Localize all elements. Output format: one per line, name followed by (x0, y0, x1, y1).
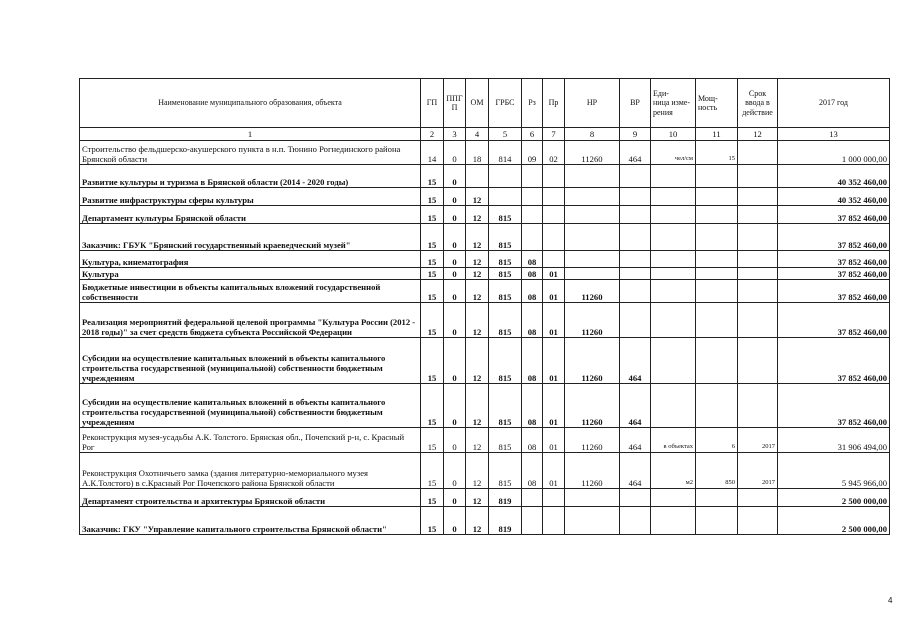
header-row (80, 79, 890, 128)
cell-ppgp: 0 (444, 453, 466, 489)
cell-ppgp: 0 (444, 384, 466, 428)
cell-unit (651, 303, 696, 338)
cell-rz: 08 (522, 428, 543, 453)
table-row (80, 453, 890, 489)
cell-vr (620, 507, 651, 535)
cell-term (738, 507, 778, 535)
table-row (80, 141, 890, 165)
cell-nr: 11260 (565, 453, 620, 489)
cell-nr (565, 224, 620, 251)
cell-grbs: 815 (489, 338, 522, 384)
cell-gp: 15 (421, 428, 444, 453)
cell-gp: 15 (421, 188, 444, 206)
cell-term (738, 165, 778, 188)
cell-term (738, 141, 778, 165)
cell-amount: 2 500 000,00 (778, 489, 890, 507)
cell-om: 12 (466, 268, 489, 280)
cell-pr (543, 188, 565, 206)
cell-term (738, 206, 778, 224)
cell-term: 2017 (738, 453, 778, 489)
cell-om: 12 (466, 507, 489, 535)
cell-ppgp: 0 (444, 141, 466, 165)
header-year: 2017 год (778, 79, 890, 128)
cell-om (466, 165, 489, 188)
cell-rz: 08 (522, 280, 543, 303)
cell-name: Развитие инфраструктуры сферы культуры (80, 188, 421, 206)
cell-nr: 11260 (565, 303, 620, 338)
cell-power (696, 489, 738, 507)
cell-term (738, 384, 778, 428)
column-number: 10 (651, 128, 696, 141)
cell-grbs: 815 (489, 384, 522, 428)
cell-rz: 08 (522, 303, 543, 338)
cell-pr (543, 507, 565, 535)
cell-om: 18 (466, 141, 489, 165)
cell-nr: 11260 (565, 428, 620, 453)
cell-vr (620, 251, 651, 268)
cell-pr: 01 (543, 303, 565, 338)
cell-term (738, 489, 778, 507)
cell-grbs: 814 (489, 141, 522, 165)
cell-nr (565, 489, 620, 507)
cell-nr (565, 206, 620, 224)
cell-name: Бюджетные инвестиции в объекты капитальных вложений государственной собственности (80, 280, 421, 303)
cell-unit (651, 224, 696, 251)
cell-power (696, 268, 738, 280)
cell-grbs (489, 188, 522, 206)
cell-gp: 15 (421, 507, 444, 535)
table-row (80, 251, 890, 268)
cell-name: Культура, кинематография (80, 251, 421, 268)
cell-vr: 464 (620, 141, 651, 165)
cell-amount: 37 852 460,00 (778, 303, 890, 338)
cell-om: 12 (466, 489, 489, 507)
table-row (80, 268, 890, 280)
cell-nr (565, 165, 620, 188)
cell-power (696, 251, 738, 268)
cell-term (738, 224, 778, 251)
cell-om: 12 (466, 251, 489, 268)
cell-ppgp: 0 (444, 489, 466, 507)
cell-term (738, 338, 778, 384)
cell-gp: 15 (421, 384, 444, 428)
cell-unit (651, 251, 696, 268)
cell-pr: 01 (543, 384, 565, 428)
column-number: 3 (444, 128, 466, 141)
cell-amount: 5 945 966,00 (778, 453, 890, 489)
cell-amount: 37 852 460,00 (778, 251, 890, 268)
cell-gp: 15 (421, 206, 444, 224)
cell-unit: чел/см (651, 141, 696, 165)
cell-unit (651, 280, 696, 303)
cell-gp: 15 (421, 453, 444, 489)
cell-power (696, 507, 738, 535)
cell-rz: 08 (522, 251, 543, 268)
cell-grbs: 815 (489, 224, 522, 251)
cell-vr (620, 165, 651, 188)
cell-nr (565, 268, 620, 280)
table-row (80, 489, 890, 507)
cell-term (738, 303, 778, 338)
cell-term (738, 251, 778, 268)
cell-name: Развитие культуры и туризма в Брянской области (2014 - 2020 годы) (80, 165, 421, 188)
cell-name: Реконструкция Охотничьего замка (здания литературно-мемориального музея А.К.Толстого) в с.Красный Рог Почепского района Брянской области (80, 453, 421, 489)
cell-gp: 15 (421, 224, 444, 251)
budget-table (79, 78, 890, 535)
cell-unit (651, 268, 696, 280)
cell-pr: 01 (543, 428, 565, 453)
header-om: ОМ (466, 79, 489, 128)
cell-amount: 40 352 460,00 (778, 165, 890, 188)
cell-power (696, 224, 738, 251)
cell-nr: 11260 (565, 141, 620, 165)
cell-amount: 37 852 460,00 (778, 268, 890, 280)
header-vr: ВР (620, 79, 651, 128)
cell-gp: 15 (421, 303, 444, 338)
header-unit: Еди- ница изме- рения (651, 79, 696, 128)
column-number: 12 (738, 128, 778, 141)
cell-term (738, 280, 778, 303)
table-row (80, 303, 890, 338)
cell-vr: 464 (620, 428, 651, 453)
cell-ppgp: 0 (444, 251, 466, 268)
cell-gp: 15 (421, 338, 444, 384)
cell-vr (620, 268, 651, 280)
cell-amount: 2 500 000,00 (778, 507, 890, 535)
cell-rz (522, 206, 543, 224)
column-number: 1 (80, 128, 421, 141)
cell-nr: 11260 (565, 280, 620, 303)
cell-term (738, 188, 778, 206)
column-number: 11 (696, 128, 738, 141)
cell-power: 6 (696, 428, 738, 453)
column-number: 2 (421, 128, 444, 141)
cell-ppgp: 0 (444, 206, 466, 224)
cell-rz: 08 (522, 268, 543, 280)
cell-gp: 15 (421, 268, 444, 280)
cell-grbs: 815 (489, 303, 522, 338)
cell-nr: 11260 (565, 338, 620, 384)
cell-name: Заказчик: ГКУ "Управление капитального строительства Брянской области" (80, 507, 421, 535)
cell-pr: 02 (543, 141, 565, 165)
cell-amount: 37 852 460,00 (778, 384, 890, 428)
cell-amount: 37 852 460,00 (778, 338, 890, 384)
cell-power (696, 165, 738, 188)
cell-amount: 40 352 460,00 (778, 188, 890, 206)
cell-name: Реконструкция музея-усадьбы А.К. Толстого. Брянская обл., Почепский р-н, с. Красный Рог (80, 428, 421, 453)
cell-unit (651, 165, 696, 188)
cell-rz (522, 224, 543, 251)
cell-name: Строительство фельдшерско-акушерского пункта в н.п. Тюнино Рогнединского района Брянской области (80, 141, 421, 165)
cell-om: 12 (466, 206, 489, 224)
cell-unit (651, 206, 696, 224)
cell-power (696, 338, 738, 384)
cell-name: Департамент культуры Брянской области (80, 206, 421, 224)
cell-gp: 14 (421, 141, 444, 165)
table-row (80, 507, 890, 535)
cell-om: 12 (466, 303, 489, 338)
cell-ppgp: 0 (444, 303, 466, 338)
cell-power: 15 (696, 141, 738, 165)
cell-ppgp: 0 (444, 428, 466, 453)
cell-ppgp: 0 (444, 338, 466, 384)
header-term: Срок ввода в действие (738, 79, 778, 128)
cell-nr: 11260 (565, 384, 620, 428)
cell-vr: 464 (620, 384, 651, 428)
cell-om: 12 (466, 384, 489, 428)
cell-vr: 464 (620, 338, 651, 384)
cell-rz (522, 188, 543, 206)
cell-vr (620, 280, 651, 303)
column-number: 9 (620, 128, 651, 141)
cell-unit: в объектах (651, 428, 696, 453)
cell-grbs: 815 (489, 206, 522, 224)
cell-ppgp: 0 (444, 507, 466, 535)
cell-grbs: 815 (489, 453, 522, 489)
column-number: 7 (543, 128, 565, 141)
cell-pr: 01 (543, 268, 565, 280)
cell-ppgp: 0 (444, 224, 466, 251)
table-row (80, 188, 890, 206)
cell-power (696, 280, 738, 303)
cell-pr (543, 224, 565, 251)
cell-amount: 1 000 000,00 (778, 141, 890, 165)
table-row (80, 224, 890, 251)
cell-power (696, 188, 738, 206)
cell-pr: 01 (543, 280, 565, 303)
table-row (80, 165, 890, 188)
header-power: Мощ- ность (696, 79, 738, 128)
header-ppgp: ППГ П (444, 79, 466, 128)
cell-om: 12 (466, 188, 489, 206)
cell-grbs: 815 (489, 280, 522, 303)
cell-pr (543, 165, 565, 188)
cell-rz: 08 (522, 384, 543, 428)
cell-amount: 31 906 494,00 (778, 428, 890, 453)
cell-grbs: 815 (489, 251, 522, 268)
cell-om: 12 (466, 280, 489, 303)
cell-ppgp: 0 (444, 268, 466, 280)
cell-om: 12 (466, 453, 489, 489)
cell-grbs (489, 165, 522, 188)
cell-grbs: 815 (489, 268, 522, 280)
table-row (80, 338, 890, 384)
page-number: 4 (888, 596, 893, 605)
column-number: 5 (489, 128, 522, 141)
cell-gp: 15 (421, 251, 444, 268)
cell-gp: 15 (421, 280, 444, 303)
cell-rz (522, 489, 543, 507)
column-number: 8 (565, 128, 620, 141)
cell-gp: 15 (421, 489, 444, 507)
cell-ppgp: 0 (444, 165, 466, 188)
table-row (80, 428, 890, 453)
cell-unit: м2 (651, 453, 696, 489)
cell-ppgp: 0 (444, 280, 466, 303)
cell-vr (620, 489, 651, 507)
cell-pr (543, 489, 565, 507)
cell-om: 12 (466, 338, 489, 384)
cell-pr: 01 (543, 338, 565, 384)
table-row (80, 384, 890, 428)
cell-unit (651, 507, 696, 535)
header-grbs: ГРБС (489, 79, 522, 128)
header-pr: Пр (543, 79, 565, 128)
cell-power: 850 (696, 453, 738, 489)
cell-unit (651, 384, 696, 428)
cell-vr (620, 188, 651, 206)
cell-term: 2017 (738, 428, 778, 453)
cell-om: 12 (466, 224, 489, 251)
header-rz: Рз (522, 79, 543, 128)
cell-amount: 37 852 460,00 (778, 224, 890, 251)
cell-name: Субсидии на осуществление капитальных вложений в объекты капитального строительства государственной (муниципальной) собственности бюджетным учреждениям (80, 338, 421, 384)
cell-om: 12 (466, 428, 489, 453)
cell-vr (620, 206, 651, 224)
table-row (80, 280, 890, 303)
table-row (80, 206, 890, 224)
cell-name: Реализация мероприятий федеральной целевой программы "Культура России (2012 - 2018 годы)" за счет средств бюджета субъекта Российской Федерации (80, 303, 421, 338)
cell-power (696, 384, 738, 428)
cell-nr (565, 188, 620, 206)
column-number-row (80, 128, 890, 141)
cell-vr (620, 303, 651, 338)
cell-unit (651, 188, 696, 206)
cell-rz (522, 507, 543, 535)
cell-rz: 08 (522, 453, 543, 489)
cell-name: Культура (80, 268, 421, 280)
cell-power (696, 303, 738, 338)
cell-name: Субсидии на осуществление капитальных вложений в объекты капитального строительства государственной (муниципальной) собственности бюджетным учреждениям (80, 384, 421, 428)
cell-power (696, 206, 738, 224)
header-name: Наименование муниципального образования, объекта (80, 79, 421, 128)
cell-name: Департамент строительства и архитектуры Брянской области (80, 489, 421, 507)
cell-nr (565, 251, 620, 268)
cell-grbs: 815 (489, 428, 522, 453)
cell-rz: 08 (522, 338, 543, 384)
cell-amount: 37 852 460,00 (778, 280, 890, 303)
cell-vr (620, 224, 651, 251)
cell-nr (565, 507, 620, 535)
column-number: 6 (522, 128, 543, 141)
cell-pr: 01 (543, 453, 565, 489)
cell-vr: 464 (620, 453, 651, 489)
cell-rz: 09 (522, 141, 543, 165)
cell-ppgp: 0 (444, 188, 466, 206)
cell-pr (543, 206, 565, 224)
column-number: 4 (466, 128, 489, 141)
cell-grbs: 819 (489, 489, 522, 507)
header-nr: НР (565, 79, 620, 128)
cell-unit (651, 338, 696, 384)
cell-name: Заказчик: ГБУК "Брянский государственный краеведческий музей" (80, 224, 421, 251)
header-gp: ГП (421, 79, 444, 128)
cell-gp: 15 (421, 165, 444, 188)
column-number: 13 (778, 128, 890, 141)
cell-rz (522, 165, 543, 188)
cell-grbs: 819 (489, 507, 522, 535)
cell-unit (651, 489, 696, 507)
cell-term (738, 268, 778, 280)
cell-amount: 37 852 460,00 (778, 206, 890, 224)
cell-pr (543, 251, 565, 268)
